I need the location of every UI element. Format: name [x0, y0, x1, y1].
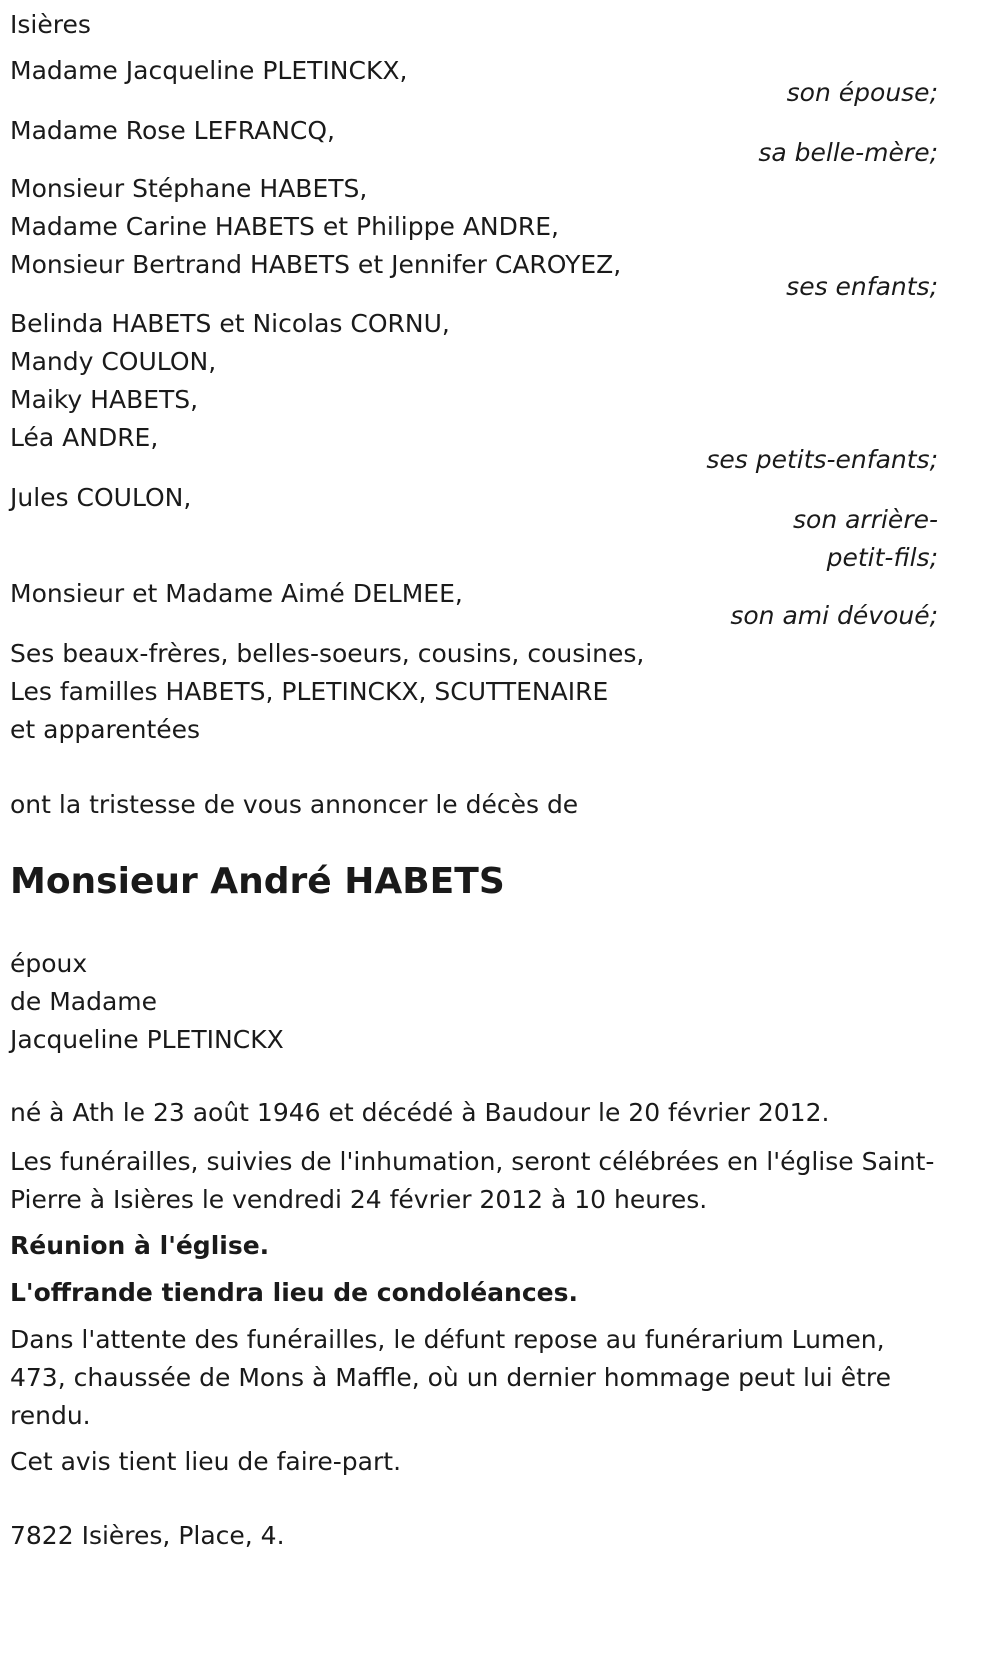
offering-note: L'offrande tiendra lieu de condoléances.	[10, 1278, 578, 1307]
name-line: Les familles HABETS, PLETINCKX, SCUTTENAIRE	[10, 677, 609, 706]
relation-label: sa belle-mère;	[758, 138, 938, 167]
name-line: Belinda HABETS et Nicolas CORNU,	[10, 309, 450, 338]
notice: Cet avis tient lieu de faire-part.	[10, 1447, 402, 1476]
relation-label: petit-fils;	[826, 543, 938, 572]
name-line: Léa ANDRE,	[10, 423, 159, 452]
address: 7822 Isières, Place, 4.	[10, 1521, 285, 1550]
name-line: Ses beaux-frères, belles-soeurs, cousins, cousines,	[10, 639, 645, 668]
relation-label: son épouse;	[786, 78, 938, 107]
name-line: Monsieur Stéphane HABETS,	[10, 174, 368, 203]
relation-label: ses enfants;	[786, 272, 938, 301]
name-line: Maiky HABETS,	[10, 385, 199, 414]
spouse-line: de Madame	[10, 987, 158, 1016]
relation-label: son ami dévoué;	[730, 601, 938, 630]
spouse-line: Jacqueline PLETINCKX	[10, 1025, 284, 1054]
name-line: Jules COULON,	[10, 483, 192, 512]
funeral-line: Pierre à Isières le vendredi 24 février 2012 à 10 heures.	[10, 1185, 708, 1214]
rest-line: 473, chaussée de Mons à Maffle, où un dernier hommage peut lui être	[10, 1363, 891, 1392]
rest-line: rendu.	[10, 1401, 91, 1430]
relation-label: ses petits-enfants;	[706, 445, 938, 474]
rest-line: Dans l'attente des funérailles, le défunt repose au funérarium Lumen,	[10, 1325, 885, 1354]
funeral-line: Les funérailles, suivies de l'inhumation, seront célébrées en l'église Saint-	[10, 1147, 935, 1176]
name-line: Madame Carine HABETS et Philippe ANDRE,	[10, 212, 559, 241]
relation-label: son arrière-	[793, 505, 938, 534]
name-line: et apparentées	[10, 715, 201, 744]
name-line: Madame Rose LEFRANCQ,	[10, 116, 335, 145]
announcement: ont la tristesse de vous annoncer le décès de	[10, 790, 579, 819]
name-line: Monsieur et Madame Aimé DELMEE,	[10, 579, 463, 608]
meeting-note: Réunion à l'église.	[10, 1231, 270, 1260]
location: Isières	[10, 10, 91, 39]
name-line: Mandy COULON,	[10, 347, 217, 376]
birth-death: né à Ath le 23 août 1946 et décédé à Baudour le 20 février 2012.	[10, 1098, 830, 1127]
name-line: Monsieur Bertrand HABETS et Jennifer CAROYEZ,	[10, 250, 622, 279]
spouse-line: époux	[10, 949, 88, 978]
name-line: Madame Jacqueline PLETINCKX,	[10, 56, 408, 85]
deceased-name: Monsieur André HABETS	[10, 861, 505, 902]
